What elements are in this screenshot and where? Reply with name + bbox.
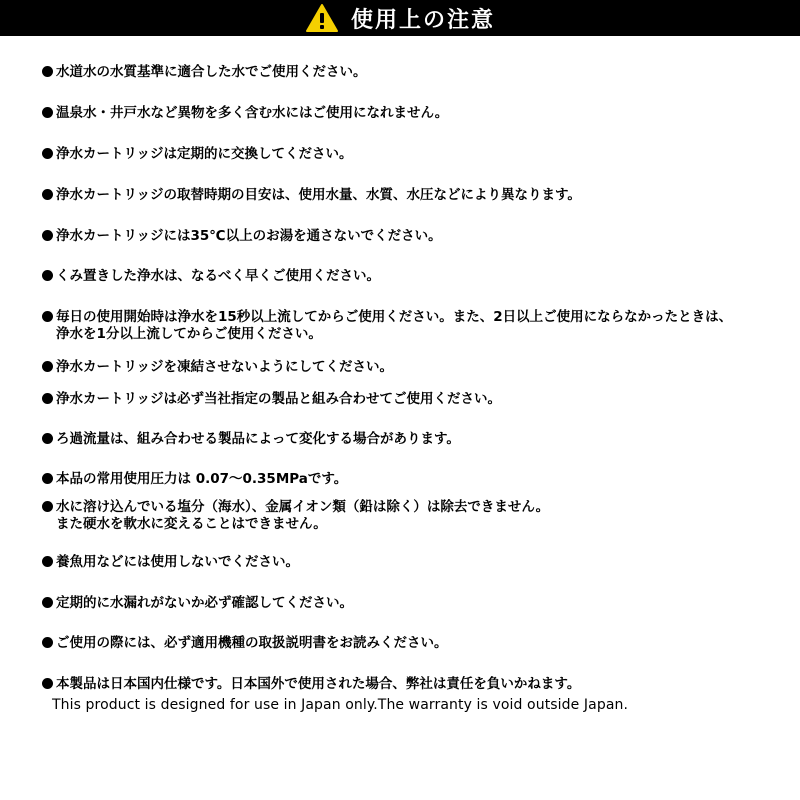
notice-item: [42, 228, 782, 245]
notice-text: 浄水カートリッジの取替時期の目安は、使用水量、水質、水圧などにより異なります。: [56, 187, 581, 203]
header-bar: [0, 0, 800, 36]
bullet-icon: [42, 678, 53, 689]
notice-line: [42, 635, 782, 652]
notice-line: [42, 187, 782, 204]
bullet-icon: [42, 189, 53, 200]
notice-line: [42, 391, 782, 408]
notice-line: [42, 676, 782, 693]
notice-line: [42, 309, 782, 326]
header-content: [0, 0, 800, 36]
notice-text: 浄水カートリッジは必ず当社指定の製品と組み合わせてご使用ください。: [56, 391, 501, 407]
bullet-icon: [42, 107, 53, 118]
notice-item: [42, 105, 782, 122]
notice-text: 浄水カートリッジは定期的に交換してください。: [56, 146, 353, 162]
notice-line: [42, 228, 782, 245]
notice-text: 水道水の水質基準に適合した水でご使用ください。: [56, 64, 367, 80]
notice-item: [42, 595, 782, 612]
bullet-icon: [42, 66, 53, 77]
bullet-icon: [42, 473, 53, 484]
notice-item: [42, 676, 782, 693]
notice-item: [42, 64, 782, 81]
notice-text: 温泉水・井戸水など異物を多く含む水にはご使用になれません。: [56, 105, 449, 121]
notice-line: また硬水を軟水に変えることはできません。: [56, 516, 327, 532]
notice-line: [42, 268, 782, 285]
page-title: 使用上の注意: [350, 7, 495, 33]
notice-text: 浄水カートリッジを凍結させないようにしてください。: [56, 359, 393, 375]
notice-line: [42, 146, 782, 163]
bullet-icon: [42, 556, 53, 567]
notice-line: [42, 554, 782, 571]
notice-line: [42, 595, 782, 612]
bullet-icon: [42, 361, 53, 372]
notice-item: [42, 268, 782, 285]
notice-item: [42, 635, 782, 652]
notice-item: [42, 554, 782, 571]
notice-line: [42, 471, 782, 488]
notice-item: [42, 309, 782, 343]
notice-text: 本品の常用使用圧力は 0.07～0.35MPaです。: [56, 471, 348, 487]
bullet-icon: [42, 393, 53, 404]
notice-text: 養魚用などには使用しないでください。: [56, 554, 299, 570]
notice-item: [42, 391, 782, 408]
notice-text: 定期的に水漏れがないか必ず確認してください。: [56, 595, 353, 611]
bullet-icon: [42, 270, 53, 281]
warning-icon: [305, 3, 339, 33]
bullet-icon: [42, 148, 53, 159]
bullet-icon: [42, 433, 53, 444]
notice-text: ろ過流量は、組み合わせる製品によって変化する場合があります。: [56, 431, 460, 447]
notice-text: くみ置きした浄水は、なるべく早くご使用ください。: [56, 268, 380, 284]
notice-line: [42, 64, 782, 81]
notice-item: [42, 359, 782, 376]
notice-text: 浄水カートリッジには35℃以上のお湯を通さないでください。: [56, 228, 442, 244]
notice-line: 浄水を1分以上流してからご使用ください。: [56, 326, 322, 342]
bullet-icon: [42, 637, 53, 648]
notice-text: 毎日の使用開始時は浄水を15秒以上流してからご使用ください。また、2日以上ご使用にならなかったときは、: [56, 309, 733, 325]
notice-line: [42, 431, 782, 448]
notice-text: 本製品は日本国内仕様です。日本国外で使用された場合、弊社は責任を負いかねます。: [56, 676, 581, 692]
english-warranty-note: This product is designed for use in Japan only.The warranty is void outside Japan.: [52, 697, 629, 713]
notice-item: [42, 431, 782, 448]
notice-text: ご使用の際には、必ず適用機種の取扱説明書をお読みください。: [56, 635, 448, 651]
notice-item: [42, 471, 782, 488]
notice-item: [42, 499, 782, 533]
notice-text: 水に溶け込んでいる塩分（海水）、金属イオン類（鉛は除く）は除去できません。: [56, 499, 550, 515]
notice-item: [42, 146, 782, 163]
bullet-icon: [42, 311, 53, 322]
notice-line: [42, 105, 782, 122]
notice-line: [42, 359, 782, 376]
bullet-icon: [42, 501, 53, 512]
notice-line: [42, 499, 782, 516]
bullet-icon: [42, 230, 53, 241]
notice-item: [42, 187, 782, 204]
bullet-icon: [42, 597, 53, 608]
